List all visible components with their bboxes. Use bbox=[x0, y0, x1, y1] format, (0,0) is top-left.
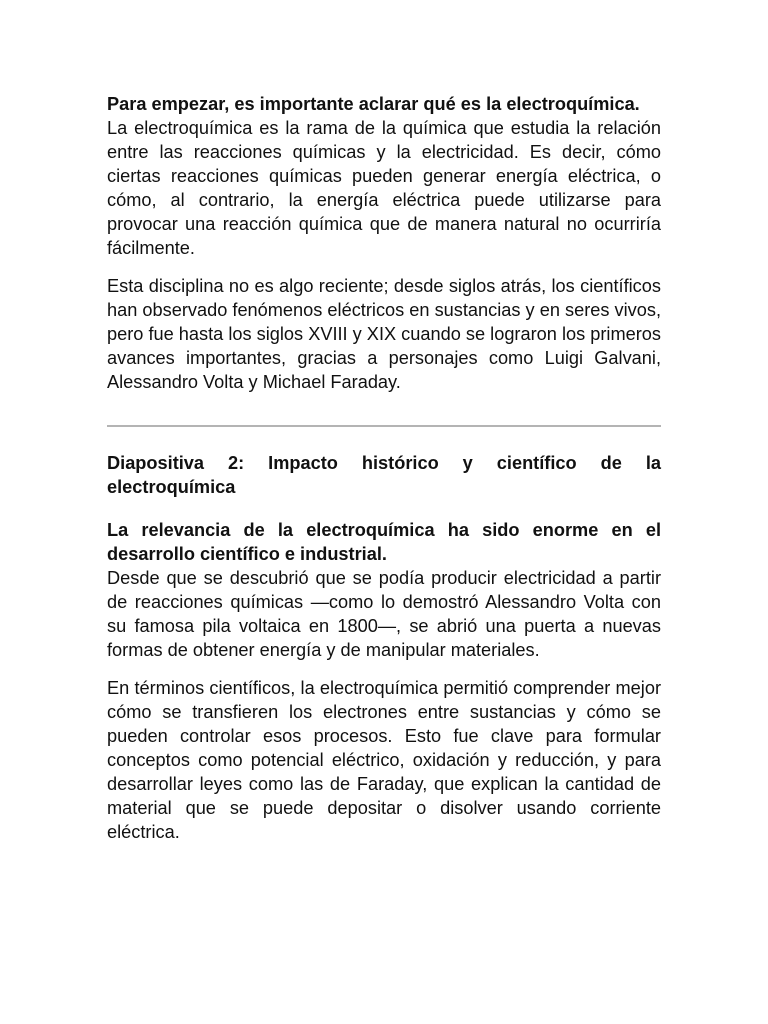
section2-heading: Diapositiva 2: Impacto histórico y científico de la electroquímica bbox=[107, 453, 661, 497]
section1-paragraph-2: Esta disciplina no es algo reciente; desde siglos atrás, los científicos han observado fenómenos eléctricos en sustancias y en seres vivos, pero fue hasta los siglos XVIII y XIX cuando se lograron los primeros avances importantes, gracias a personajes como Luigi Galvani, Alessandro Volta y Michael Faraday. bbox=[107, 276, 662, 392]
section2-paragraph-2: En términos científicos, la electroquímica permitió comprender mejor cómo se transfieren los electrones entre sustancias y cómo se pueden controlar esos procesos. Esto fue clave para formular conceptos como potencial eléctrico, oxidación y reducción, y para desarrollar leyes como las de Faraday, que explican la cantidad de material que se puede depositar o disolver usando corriente eléctrica. bbox=[107, 678, 661, 842]
section1-heading: Para empezar, es importante aclarar qué es la electroquímica. bbox=[107, 94, 640, 114]
section1-paragraph-1: La electroquímica es la rama de la química que estudia la relación entre las reacciones químicas y la electricidad. Es decir, cómo ciertas reacciones químicas pueden generar energía eléctrica, o cómo, al contrario, la energía eléctrica puede utilizarse para provocar una reacción química que de manera natural no ocurriría fácilmente. bbox=[107, 118, 661, 258]
document-page bbox=[107, 92, 661, 844]
section2-lead: La relevancia de la electroquímica ha sido enorme en el desarrollo científico e industrial. bbox=[107, 520, 661, 564]
section2-paragraph-1: Desde que se descubrió que se podía producir electricidad a partir de reacciones químicas —como lo demostró Alessandro Volta con su famosa pila voltaica en 1800—, se abrió una puerta a nuevas formas de obtener energía y de manipular materiales. bbox=[107, 568, 661, 660]
section-divider bbox=[107, 425, 661, 427]
